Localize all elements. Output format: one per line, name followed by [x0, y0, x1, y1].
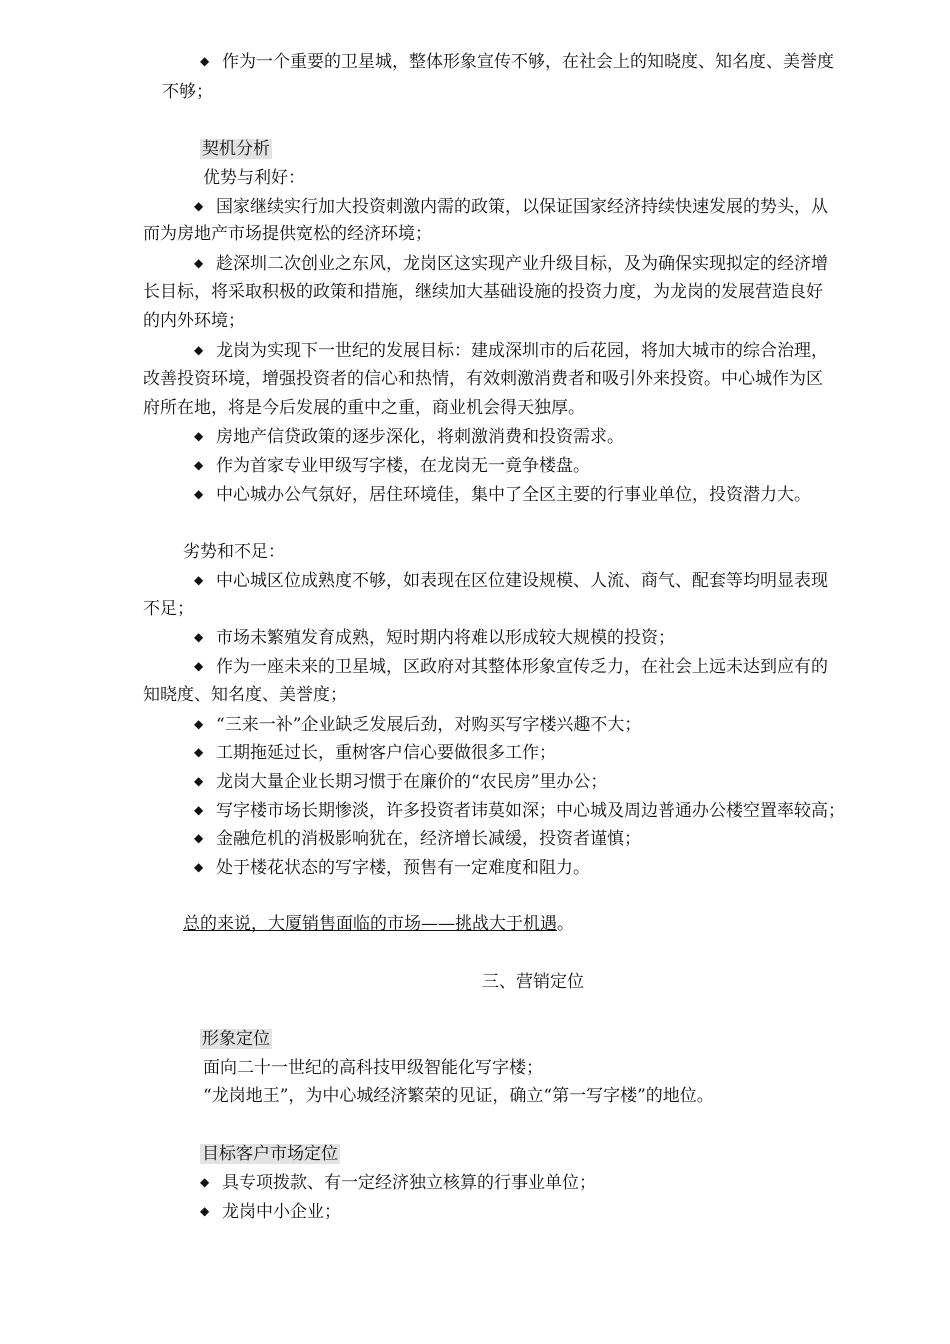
- bullet-icon: ◆: [194, 803, 204, 817]
- list-item: ◆ 龙岗为实现下一世纪的发展目标：建成深圳市的后花园，将加大城市的综合治理，: [194, 336, 828, 364]
- bullet-icon: ◆: [200, 1175, 210, 1189]
- bullet-icon: ◆: [194, 199, 204, 213]
- list-item: ◆ 中心城区位成熟度不够，如表现在区位建设规模、人流、商气、配套等均明显表现: [194, 566, 828, 594]
- list-item: ◆ 龙岗中小企业；: [200, 1197, 341, 1225]
- bullet-icon: ◆: [200, 1204, 210, 1218]
- bullet-icon: ◆: [194, 429, 204, 443]
- bullet-icon: ◆: [194, 573, 204, 587]
- list-item-continuation: 不够；: [162, 82, 213, 102]
- list-item: ◆ 作为首家专业甲级写字楼，在龙岗无一竟争楼盘。: [194, 451, 590, 479]
- list-item-continuation: 不足；: [143, 599, 194, 619]
- paragraph-line: “龙岗地王”，为中心城经济繁荣的见证，确立“第一写字楼”的地位。: [203, 1086, 714, 1106]
- list-item: ◆ 写字楼市场长期惨淡，许多投资者讳莫如深；中心城及周边普通办公楼空置率较高；: [194, 796, 845, 824]
- section-heading-opportunity: 契机分析: [202, 139, 270, 159]
- bullet-icon: ◆: [194, 745, 204, 759]
- section-title: 三、营销定位: [482, 972, 584, 992]
- bullet-icon: ◆: [194, 831, 204, 845]
- list-item: ◆ 处于楼花状态的写字楼，预售有一定难度和阻力。: [194, 853, 590, 881]
- weaknesses-title: 劣势和不足：: [183, 542, 285, 562]
- strengths-title: 优势与利好：: [203, 168, 305, 188]
- list-item-continuation: 知晓度、知名度、美誉度；: [143, 685, 347, 705]
- list-item: ◆ 金融危机的消极影响犹在，经济增长减缓，投资者谨慎；: [194, 824, 641, 852]
- list-item: ◆ 作为一个重要的卫星城，整体形象宣传不够，在社会上的知晓度、知名度、美誉度: [200, 47, 834, 75]
- list-item: ◆ 作为一座未来的卫星城，区政府对其整体形象宣传乏力，在社会上远未达到应有的: [194, 652, 828, 680]
- bullet-icon: ◆: [194, 487, 204, 501]
- list-item: ◆ 市场未繁殖发育成熟，短时期内将难以形成较大规模的投资；: [194, 623, 675, 651]
- list-item: ◆ 具专项拨款、有一定经济独立核算的行事业单位；: [200, 1168, 596, 1196]
- bullet-icon: ◆: [194, 458, 204, 472]
- summary-line: 总的来说，大厦销售面临的市场——挑战大于机遇。: [183, 914, 574, 934]
- section-heading-image: 形象定位: [202, 1029, 270, 1049]
- bullet-icon: ◆: [194, 256, 204, 270]
- list-item-continuation: 的内外环境；: [143, 311, 245, 331]
- bullet-icon: ◆: [194, 343, 204, 357]
- bullet-icon: ◆: [194, 659, 204, 673]
- list-item: ◆ “三来一补”企业缺乏发展后劲，对购买写字楼兴趣不大；: [194, 710, 641, 738]
- bullet-icon: ◆: [194, 774, 204, 788]
- bullet-icon: ◆: [200, 54, 210, 68]
- list-item-continuation: 而为房地产市场提供宽松的经济环境；: [143, 224, 432, 244]
- list-item: ◆ 中心城办公气氛好，居住环境佳，集中了全区主要的行事业单位，投资潜力大。: [194, 480, 811, 508]
- list-item-continuation: 长目标，将采取积极的政策和措施，继续加大基础设施的投资力度，为龙岗的发展营造良好: [143, 282, 823, 302]
- list-item: ◆ 工期拖延过长，重树客户信心要做很多工作；: [194, 738, 556, 766]
- paragraph-line: 面向二十一世纪的高科技甲级智能化写字楼；: [203, 1058, 543, 1078]
- bullet-icon: ◆: [194, 630, 204, 644]
- bullet-icon: ◆: [194, 717, 204, 731]
- list-item-continuation: 府所在地，将是今后发展的重中之重，商业机会得天独厚。: [143, 398, 585, 418]
- list-item: ◆ 龙岗大量企业长期习惯于在廉价的“农民房”里办公；: [194, 767, 607, 795]
- bullet-icon: ◆: [194, 860, 204, 874]
- section-heading-target: 目标客户市场定位: [202, 1144, 338, 1164]
- list-item: ◆ 国家继续实行加大投资刺激内需的政策，以保证国家经济持续快速发展的势头，从: [194, 192, 828, 220]
- list-item-continuation: 改善投资环境，增强投资者的信心和热情，有效刺激消费者和吸引外来投资。中心城作为区: [143, 369, 823, 389]
- list-item: ◆ 趁深圳二次创业之东风，龙岗区这实现产业升级目标，及为确保实现拟定的经济增: [194, 249, 828, 277]
- list-item: ◆ 房地产信贷政策的逐步深化，将刺激消费和投资需求。: [194, 422, 624, 450]
